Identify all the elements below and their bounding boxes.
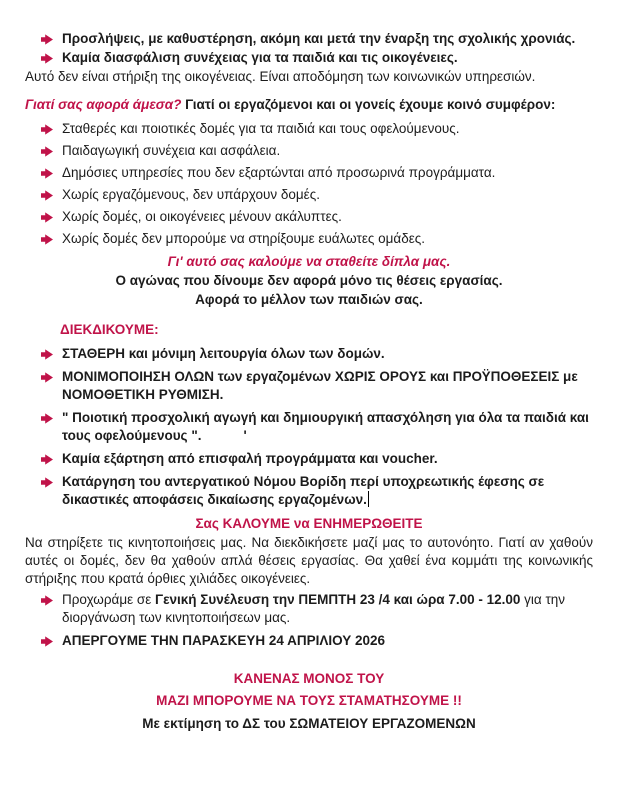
slogan-line-2: ΜΑΖΙ ΜΠΟΡΟΥΜΕ ΝΑ ΤΟΥΣ ΣΤΑΜΑΤΗΣΟΥΜΕ !! (156, 693, 462, 708)
call-to-stand-line: Γι' αυτό σας καλούμε να σταθείτε δίπλα μας. (167, 254, 451, 269)
intro-bullet-1 (41, 30, 593, 48)
assembly-bullet (41, 591, 593, 627)
why-section (25, 96, 593, 309)
why-heading (25, 96, 593, 114)
bullet-arrow-icon (41, 454, 53, 465)
inform-heading: Σας ΚΑΛΟΥΜΕ να ΕΝΗΜΕΡΩΘΕΙΤΕ (195, 516, 423, 531)
why-heading-rest: Γιατί οι εργαζόμενοι και οι γονείς έχουμε κοινό συμφέρον: (185, 97, 556, 112)
slogan-line-1: ΚΑΝΕΝΑΣ ΜΟΝΟΣ ΤΟΥ (233, 671, 385, 686)
bullet-arrow-icon (41, 146, 53, 157)
intro-bullet-2-text: Καμία διασφάλιση συνέχειας για τα παιδιά και τις οικογένειες. (62, 50, 458, 65)
demands-heading: ΔΙΕΚΔΙΚΟΥΜΕ: (60, 322, 159, 337)
why-bullet-5-text: Χωρίς δομές, οι οικογένειες μένουν ακάλυπτες. (62, 209, 342, 224)
intro-bullet-2 (41, 49, 593, 67)
assembly-bullet-text (62, 591, 593, 627)
demand-bullet-5 (41, 473, 593, 509)
inform-section (25, 515, 593, 650)
demand-bullet-2-text: ΜΟΝΙΜΟΠΟΙΗΣΗ ΟΛΩΝ των εργαζομένων ΧΩΡΙΣ ΟΡΟΥΣ και ΠΡΟΫΠΟΘΕΣΕΙΣ με ΝΟΜΟΘΕΤΙΚΗ ΡΥΘΜΙΣΗ. (62, 369, 578, 402)
bullet-arrow-icon (41, 636, 53, 647)
children-future-line: Αφορά το μέλλον των παιδιών σας. (195, 292, 423, 307)
stray-apostrophe: ' (243, 428, 247, 443)
demand-bullet-3 (41, 409, 593, 445)
why-bullet-4-text: Χωρίς εργαζόμενους, δεν υπάρχουν δομές. (62, 187, 320, 202)
bullet-arrow-icon (41, 413, 53, 424)
why-bullet-2-text: Παιδαγωγική συνέχεια και ασφάλεια. (62, 143, 281, 158)
why-bullet-1 (41, 120, 593, 138)
demand-bullet-4 (41, 450, 593, 468)
strike-bullet-text: ΑΠΕΡΓΟΥΜΕ ΤΗΝ ΠΑΡΑΣΚΕΥΗ 24 ΑΠΡΙΛΙΟΥ 2026 (62, 633, 386, 648)
why-bullet-3 (41, 164, 593, 182)
bullet-arrow-icon (41, 34, 53, 45)
demand-bullet-1-text: ΣΤΑΘΕΡΗ και μόνιμη λειτουργία όλων των δομών. (62, 346, 385, 361)
bullet-arrow-icon (41, 168, 53, 179)
demands-section (25, 321, 593, 509)
bullet-arrow-icon (41, 372, 53, 383)
why-bullet-2 (41, 142, 593, 160)
demand-bullet-5-body: Κατάργηση του αντεργατικού Νόμου Βορίδη περί υποχρεωτικής έφεσης σε δικαστικές αποφάσεις δικαίωσης εργαζομένων. (62, 474, 545, 507)
why-heading-accent: Γιατί σας αφορά άμεσα? (25, 97, 182, 112)
demand-bullet-5-text (62, 473, 593, 509)
intro-section (25, 30, 593, 86)
bullet-arrow-icon (41, 595, 53, 606)
why-bullet-3-text: Δημόσιες υπηρεσίες που δεν εξαρτώνται από προσωρινά προγράμματα. (62, 165, 496, 180)
text-cursor (368, 491, 370, 507)
signature-line: Με εκτίμηση το ΔΣ του ΣΩΜΑΤΕΙΟΥ ΕΡΓΑΖΟΜΕΝΩΝ (142, 716, 476, 731)
bullet-arrow-icon (41, 234, 53, 245)
demand-bullet-1 (41, 345, 593, 363)
inform-paragraph: Να στηρίξετε τις κινητοποιήσεις μας. Να διεκδικήσετε μαζί μας το αυτονόητο. Γιατί αν χαθούν αυτές οι δομές, δεν θα χαθούν απλά θέσεις εργασίας. Θα χαθεί ένα κομμάτι της κοινωνικής στήριξης που κρατά όρθιες χιλιάδες οικογένειες. (25, 535, 593, 586)
demand-bullet-2 (41, 368, 593, 404)
bullet-arrow-icon (41, 124, 53, 135)
demand-bullet-4-text: Καμία εξάρτηση από επισφαλή προγράμματα και voucher. (62, 451, 438, 466)
footer-section (25, 670, 593, 733)
bullet-arrow-icon (41, 190, 53, 201)
bullet-arrow-icon (41, 349, 53, 360)
intro-bullet-1-text: Προσλήψεις, με καθυστέρηση, ακόμη και μετά την έναρξη της σχολικής χρονιάς. (62, 31, 576, 46)
strike-bullet (41, 632, 593, 650)
bullet-arrow-icon (41, 477, 53, 488)
assembly-details: Γενική Συνέλευση την ΠΕΜΠΤΗ 23 /4 και ώρα 7.00 - 12.00 (154, 592, 521, 607)
assembly-post: για την διοργάνωση των κινητοποιήσεων μας. (62, 592, 566, 625)
why-bullet-4 (41, 186, 593, 204)
why-bullet-6 (41, 230, 593, 248)
why-bullet-5 (41, 208, 593, 226)
struggle-line: Ο αγώνας που δίνουμε δεν αφορά μόνο τις θέσεις εργασίας. (115, 273, 503, 288)
intro-paragraph: Αυτό δεν είναι στήριξη της οικογένειας. Είναι αποδόμηση των κοινωνικών υπηρεσιών. (25, 69, 536, 84)
why-bullet-1-text: Σταθερές και ποιοτικές δομές για τα παιδιά και τους οφελούμενους. (62, 121, 460, 136)
why-bullet-6-text: Χωρίς δομές δεν μπορούμε να στηρίξουμε ευάλωτες ομάδες. (62, 231, 425, 246)
demand-bullet-3-text (62, 409, 593, 445)
demand-bullet-3-quote: " Ποιοτική προσχολική αγωγή και δημιουργική απασχόληση για όλα τα παιδιά και τους οφελούμενους ". (62, 410, 589, 443)
bullet-arrow-icon (41, 212, 53, 223)
bullet-arrow-icon (41, 53, 53, 64)
assembly-pre: Προχωράμε σε (62, 592, 155, 607)
